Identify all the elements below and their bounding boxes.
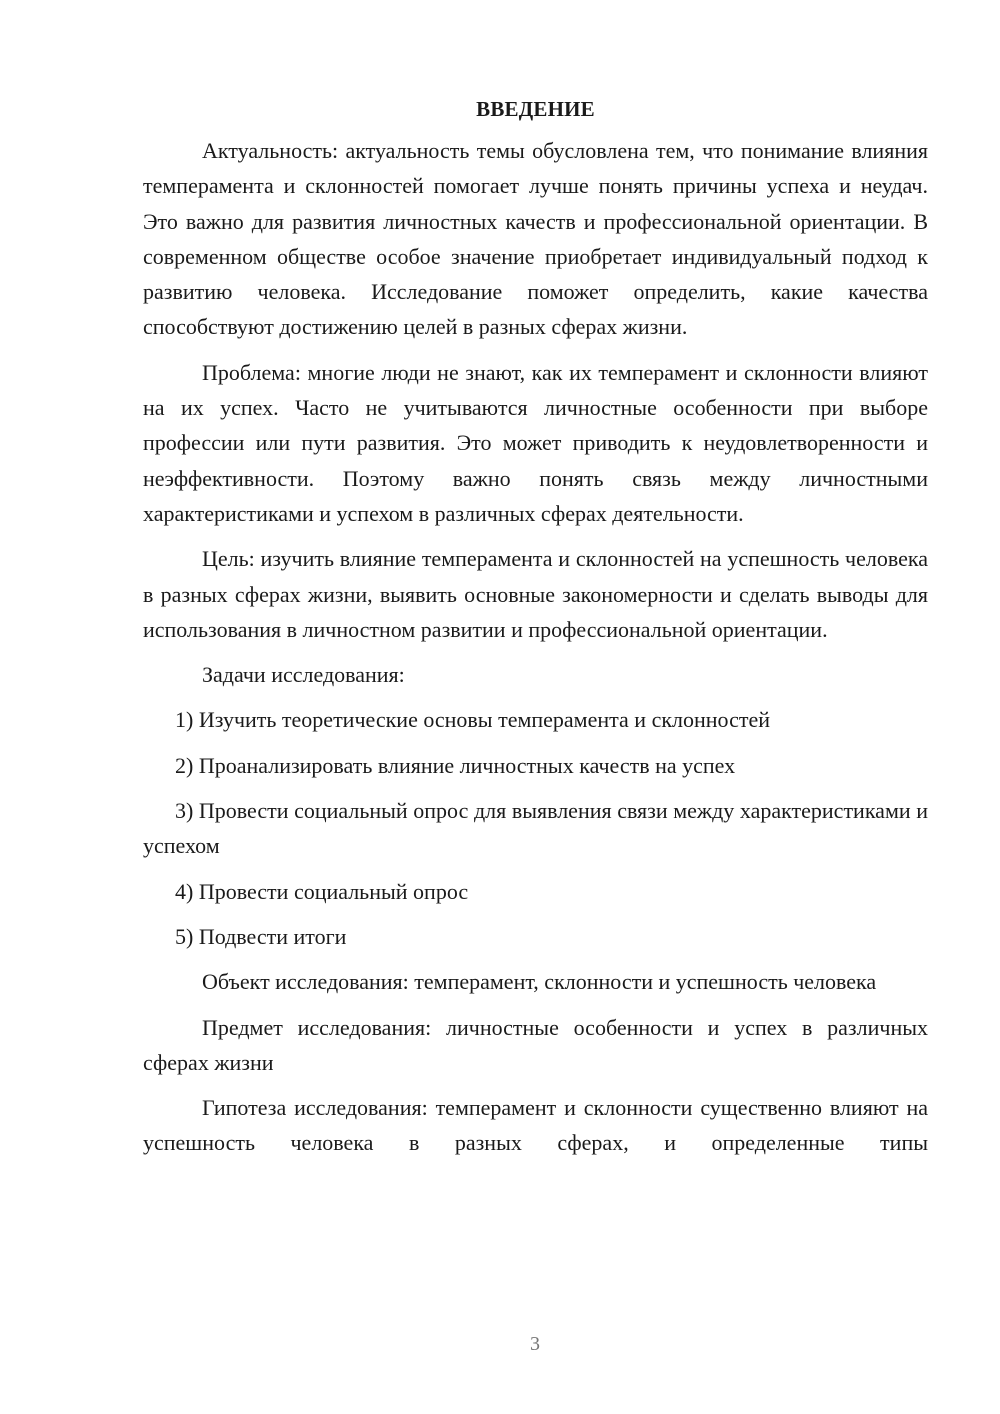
goal-paragraph: Цель: изучить влияние темперамента и склонностей на успешность человека в разных сферах жизни, выявить основные закономерности и сделать выводы для использования в личностном развитии и профессиональной ориентации. xyxy=(143,546,928,642)
task-item-1: 1) Изучить теоретические основы темперамента и склонностей xyxy=(175,707,771,733)
task-item-5: 5) Подвести итоги xyxy=(175,923,347,949)
subject-paragraph: Предмет исследования: личностные особенности и успех в различных сферах жизни xyxy=(143,1014,928,1075)
tasks-title: Задачи исследования: xyxy=(202,662,405,688)
task-item-2: 2) Проанализировать влияние личностных качеств на успех xyxy=(175,752,736,778)
page-number: 3 xyxy=(530,1333,540,1355)
problem-paragraph: Проблема: многие люди не знают, как их темперамент и склонности влияют на их успех. Часто не учитываются личностные особенности при выборе профессии или пути развития. Это может приводить к неудовлетворенности и неэффективности. Поэтому важно понять связь между личностными характеристиками и успехом в различных сферах деятельности. xyxy=(143,359,928,526)
document-page xyxy=(143,92,928,1171)
task-item-4: 4) Провести социальный опрос xyxy=(175,878,469,904)
section-heading: ВВЕДЕНИЕ xyxy=(476,97,595,121)
hypothesis-paragraph: Гипотеза исследования: темперамент и склонности существенно влияют на успешность человека в разных сферах, и определенные типы xyxy=(143,1095,928,1156)
task-item-3: 3) Провести социальный опрос для выявления связи между характеристиками и успехом xyxy=(143,798,928,859)
object-paragraph: Объект исследования: темперамент, склонности и успешность человека xyxy=(202,969,877,995)
relevance-paragraph: Актуальность: актуальность темы обусловлена тем, что понимание влияния темперамента и склонностей помогает лучше понять причины успеха и неудач. Это важно для развития личностных качеств и профессиональной ориентации. В современном обществе особое значение приобретает индивидуальный подход к развитию человека. Исследование поможет определить, какие качества способствуют достижению целей в разных сферах жизни. xyxy=(143,138,928,340)
